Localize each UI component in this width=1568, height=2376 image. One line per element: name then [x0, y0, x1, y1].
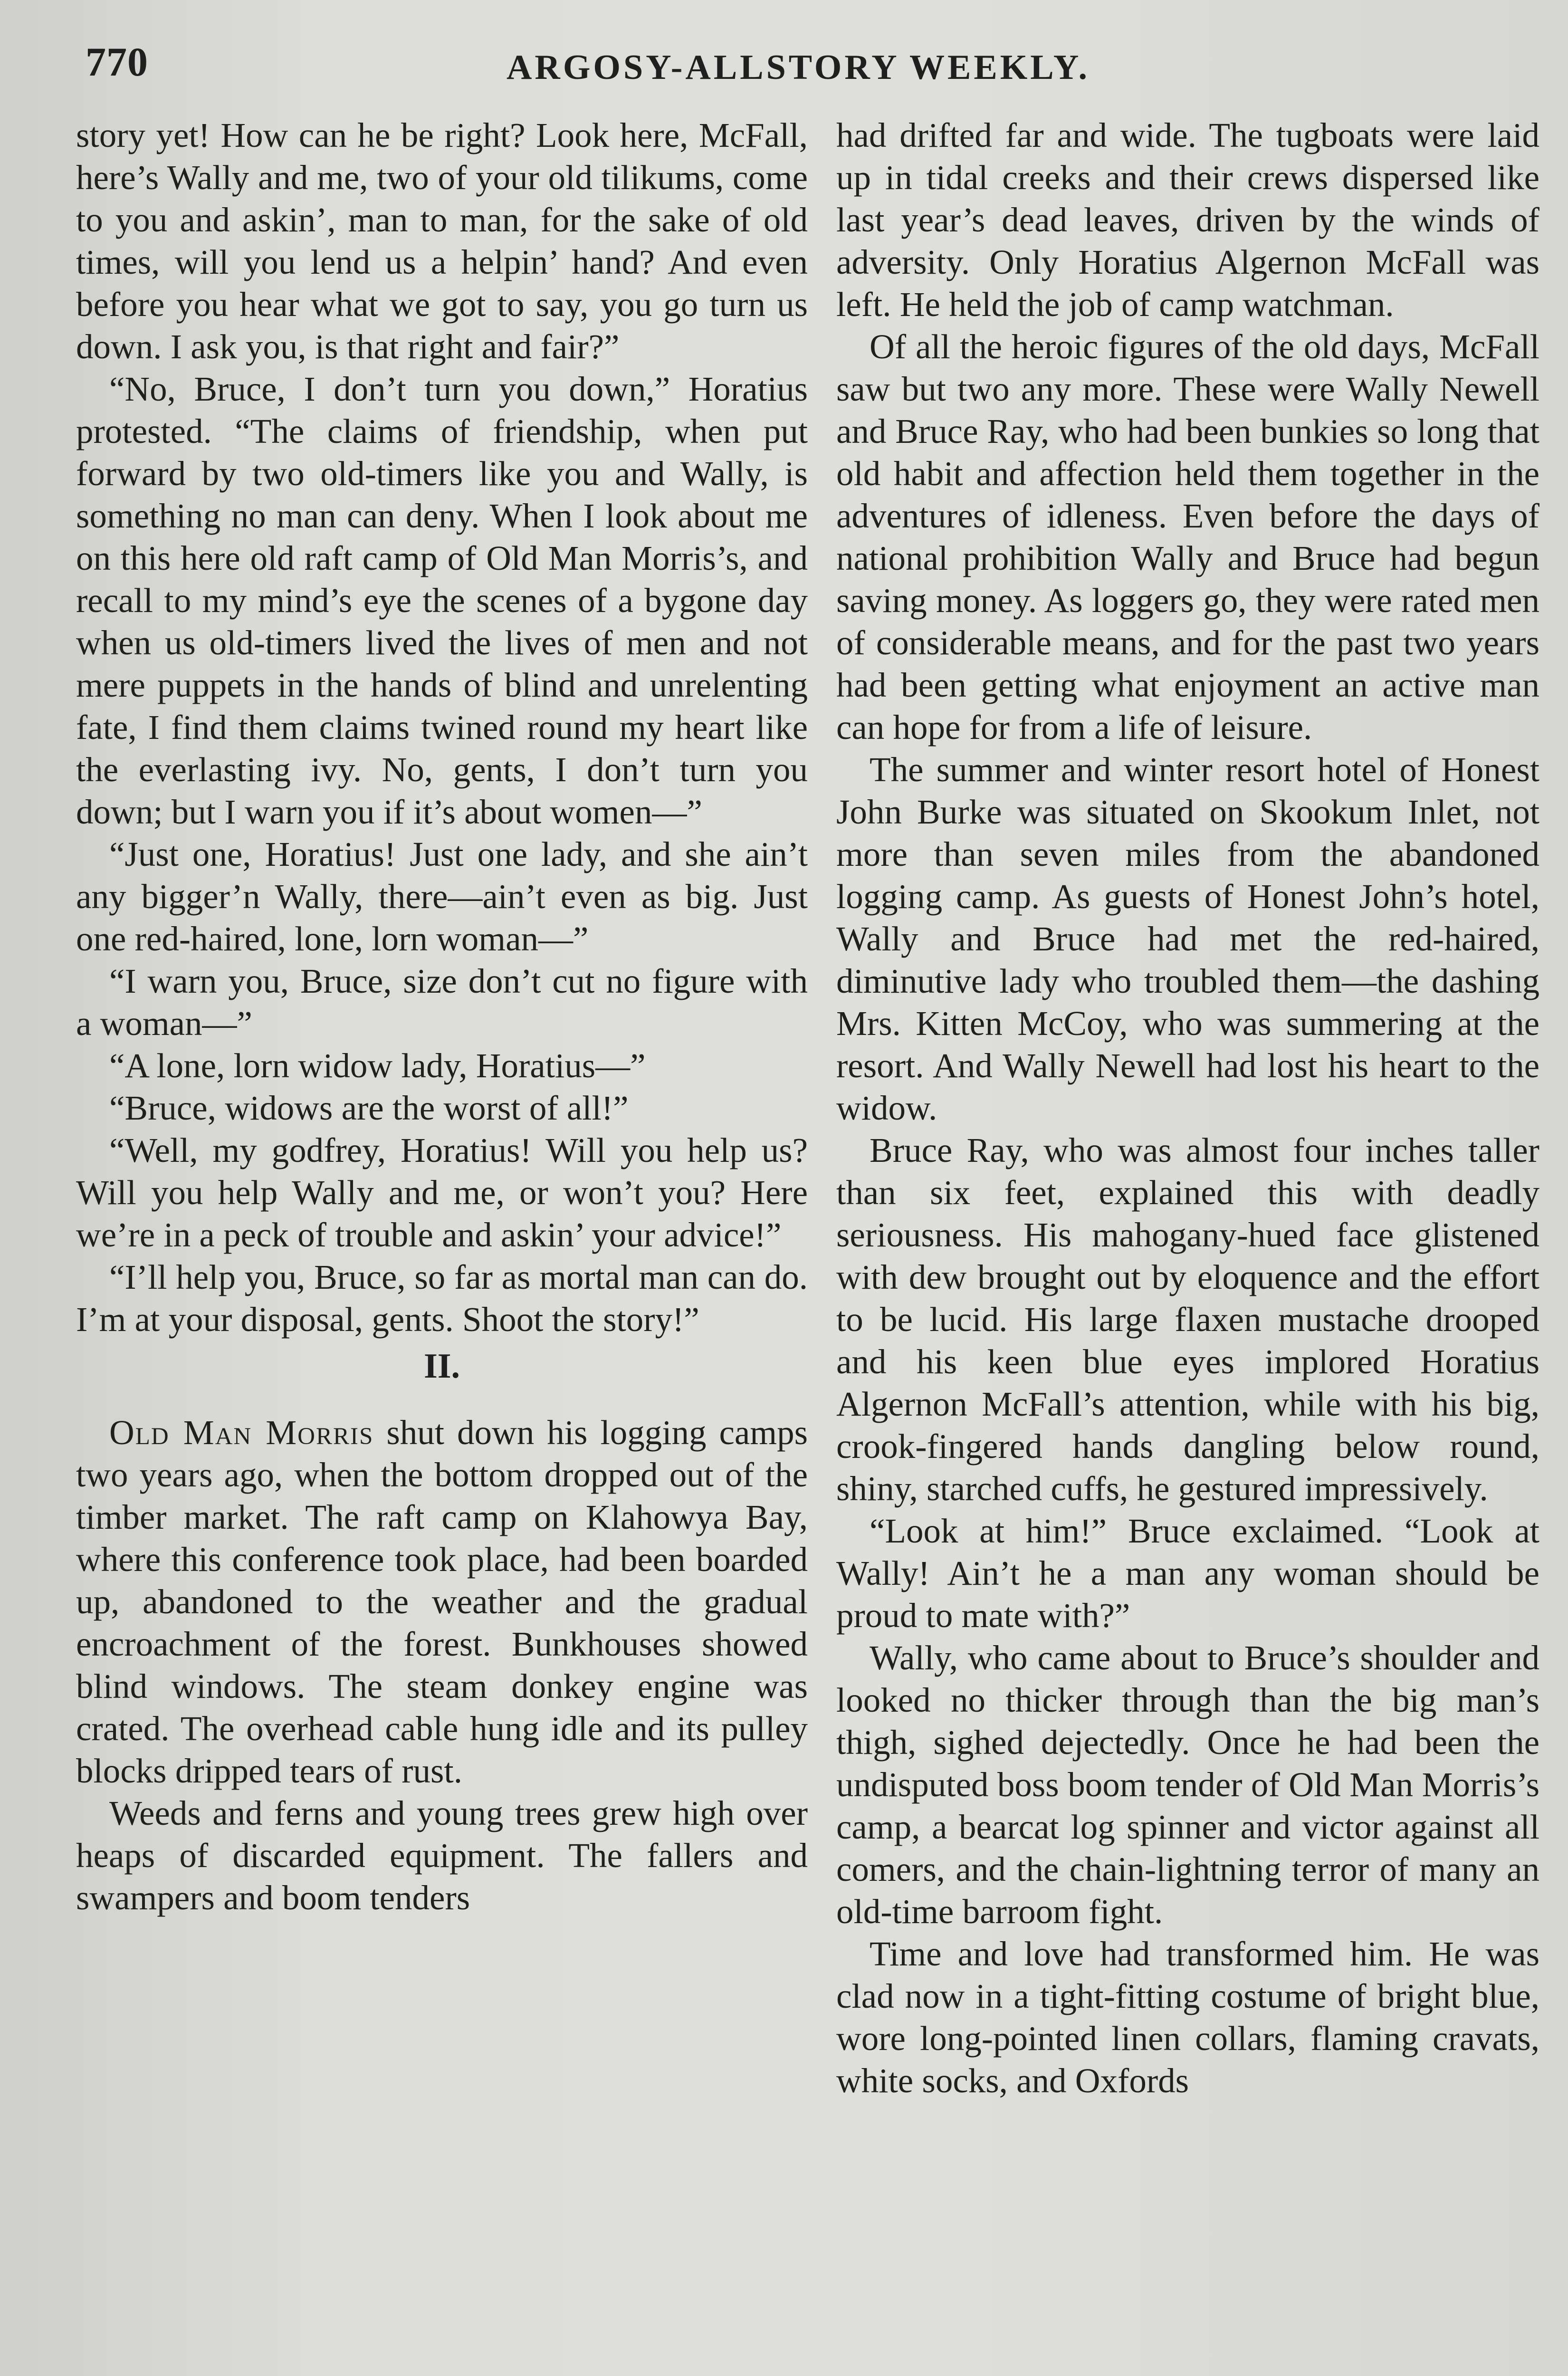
paragraph: Wally, who came about to Bruce’s shoulder and looked no thicker through than the big man’s thigh, sighed dejectedly. Once he had been the undisputed boss boom tender of Old Man Morris’s camp, a bearcat log spinner and victor against all comers, and the chain-lightning terror of many an old-time barroom fight.: [836, 1638, 1539, 1931]
paragraph: “I’ll help you, Bruce, so far as mortal man can do. I’m at your disposal, gents. Shoot the story!”: [76, 1258, 808, 1339]
section-heading: II.: [423, 1347, 460, 1386]
left-column: [76, 114, 808, 1919]
paragraph: “Look at him!” Bruce exclaimed. “Look at Wally! Ain’t he a man any woman should be proud to mate with?”: [836, 1512, 1539, 1635]
paragraph: “No, Bruce, I don’t turn you down,” Horatius protested. “The claims of friendship, when put forward by two old-timers like you and Wally, is something no man can deny. When I look about me on this here old raft camp of Old Man Morris’s, and recall to my mind’s eye the scenes of a bygone day when us old-timers lived the lives of men and not mere puppets in the hands of blind and unrelenting fate, I find them claims twined round my heart like the everlasting ivy. No, gents, I don’t turn you down; but I warn you if it’s about women—”: [76, 370, 808, 831]
paragraph: “A lone, lorn widow lady, Horatius—”: [109, 1046, 646, 1085]
running-head: ARGOSY-ALLSTORY WEEKLY.: [506, 48, 1090, 87]
section-opening-paragraph: [76, 1411, 808, 1792]
section-opening-smallcaps: Old Man Morris: [109, 1413, 374, 1452]
paragraph: Weeds and ferns and young trees grew high over heaps of discarded equipment. The fallers and swampers and boom tenders: [76, 1794, 808, 1917]
paragraph: The summer and winter resort hotel of Honest John Burke was situated on Skookum Inlet, not more than seven miles from the abandoned logging camp. As guests of Honest John’s hotel, Wally and Bruce had met the red-haired, diminutive lady who troubled them—the dashing Mrs. Kitten McCoy, who was summering at the resort. And Wally Newell had lost his heart to the widow.: [836, 750, 1539, 1127]
paragraph: had drifted far and wide. The tugboats were laid up in tidal creeks and their crews dispersed like last year’s dead leaves, driven by the winds of adversity. Only Horatius Algernon McFall was left. He held the job of camp watchman.: [836, 116, 1539, 324]
paragraph: Of all the heroic figures of the old days, McFall saw but two any more. These were Wally Newell and Bruce Ray, who had been bunkies so long that old habit and affection held them together in the adventures of idleness. Even before the days of national prohibition Wally and Bruce had begun saving money. As loggers go, they were rated men of considerable means, and for the past two years had been getting what enjoyment an active man can hope for from a life of leisure.: [836, 327, 1539, 747]
paragraph: story yet! How can he be right? Look here, McFall, here’s Wally and me, two of your old tilikums, come to you and askin’, man to man, for the sake of old times, will you lend us a helpin’ hand? And even before you hear what we got to say, you go turn us down. I ask you, is that right and fair?”: [76, 116, 808, 366]
paragraph: “Well, my godfrey, Horatius! Will you help us? Will you help Wally and me, or won’t you? Here we’re in a peck of trouble and askin’ your advice!”: [76, 1131, 808, 1254]
paragraph: Bruce Ray, who was almost four inches taller than six feet, explained this with deadly seriousness. His mahogany-hued face glistened with dew brought out by eloquence and the effort to be lucid. His large flaxen mustache drooped and his keen blue eyes implored Horatius Algernon McFall’s attention, while with his big, crook-fingered hands dangling below round, shiny, starched cuffs, he gestured impressively.: [836, 1131, 1539, 1508]
paragraph: Time and love had transformed him. He was clad now in a tight-fitting costume of bright blue, wore long-pointed linen collars, flaming cravats, white socks, and Oxfords: [836, 1935, 1539, 2100]
paragraph: “I warn you, Bruce, size don’t cut no figure with a woman—”: [76, 962, 808, 1043]
section-opening-text: shut down his logging camps two years ago, when the bottom dropped out of the timber market. The raft camp on Klahowya Bay, where this conference took place, had been boarded up, abandoned to the weather and the gradual encroachment of the forest. Bunkhouses showed blind windows. The steam donkey engine was crated. The overhead cable hung idle and its pulley blocks dripped tears of rust.: [76, 1413, 808, 1790]
page-header: [86, 29, 1511, 100]
paragraph: “Bruce, widows are the worst of all!”: [109, 1089, 629, 1127]
paragraph: “Just one, Horatius! Just one lady, and she ain’t any bigger’n Wally, there—ain’t even as big. Just one red-haired, lone, lorn woman—”: [76, 835, 808, 958]
right-column: [836, 114, 1539, 2102]
page-number: 770: [86, 39, 148, 85]
